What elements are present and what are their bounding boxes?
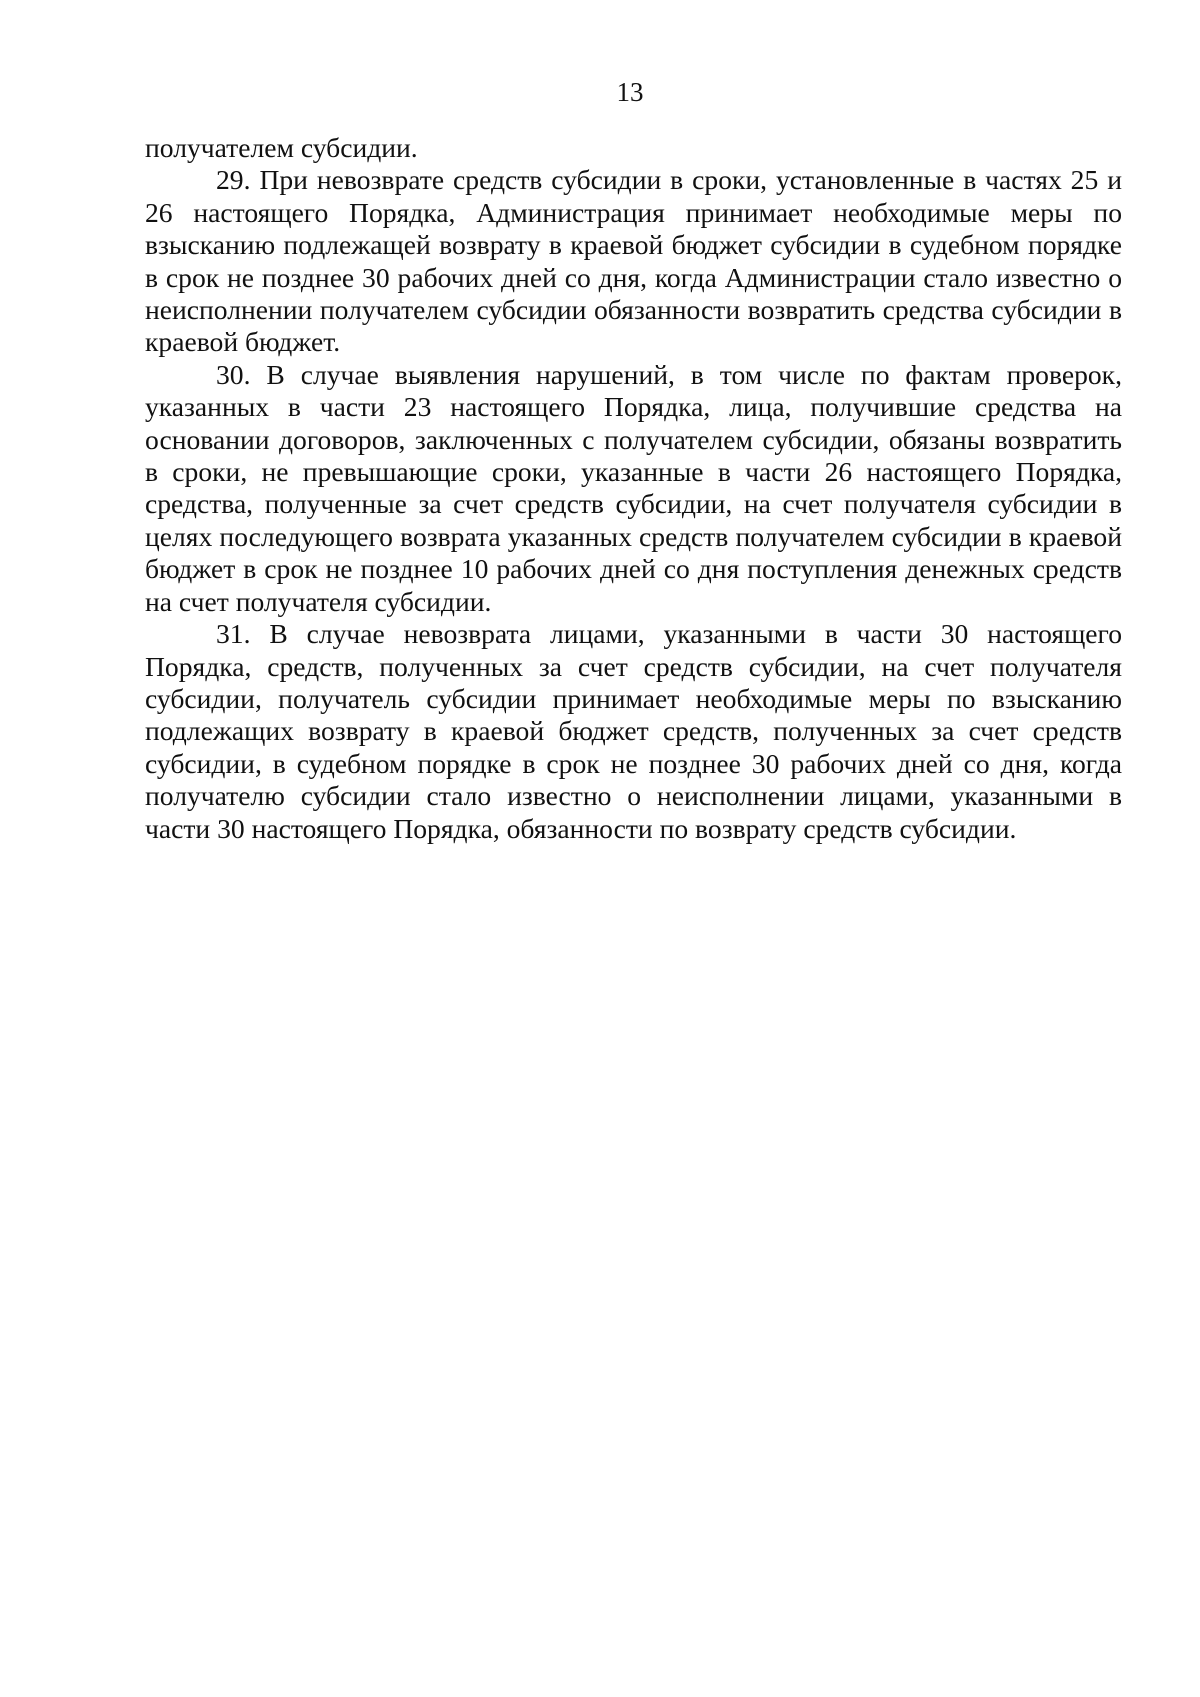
paragraph-item-29: 29. При невозврате средств субсидии в сроки, установленные в частях 25 и 26 настоящего Порядка, Администрация принимает необходимые меры по взысканию подлежащей возврату в краевой бюджет субсидии в судебном порядке в срок не позднее 30 рабочих дней со дня, когда Администрации стало известно о неисполнении получателем субсидии обязанности возвратить средства субсидии в краевой бюджет. — [145, 164, 1122, 358]
paragraph-item-31: 31. В случае невозврата лицами, указанными в части 30 настоящего Порядка, средств, полученных за счет средств субсидии, на счет получателя субсидии, получатель субсидии принимает необходимые меры по взысканию подлежащих возврату в краевой бюджет средств, полученных за счет средств субсидии, в судебном порядке в срок не позднее 30 рабочих дней со дня, когда получателю субсидии стало известно о неисполнении лицами, указанными в части 30 настоящего Порядка, обязанности по возврату средств субсидии. — [145, 618, 1122, 844]
page-number: 13 — [616, 77, 644, 107]
paragraph-item-30: 30. В случае выявления нарушений, в том числе по фактам проверок, указанных в части 23 настоящего Порядка, лица, получившие средства на основании договоров, заключенных с получателем субсидии, обязаны возвратить в сроки, не превышающие сроки, указанные в части 26 настоящего Порядка, средства, полученные за счет средств субсидии, на счет получателя субсидии в целях последующего возврата указанных средств получателем субсидии в краевой бюджет в срок не позднее 10 рабочих дней со дня поступления денежных средств на счет получателя субсидии. — [145, 358, 1122, 617]
document-body — [145, 132, 1122, 845]
paragraph-continuation: получателем субсидии. — [145, 132, 418, 163]
